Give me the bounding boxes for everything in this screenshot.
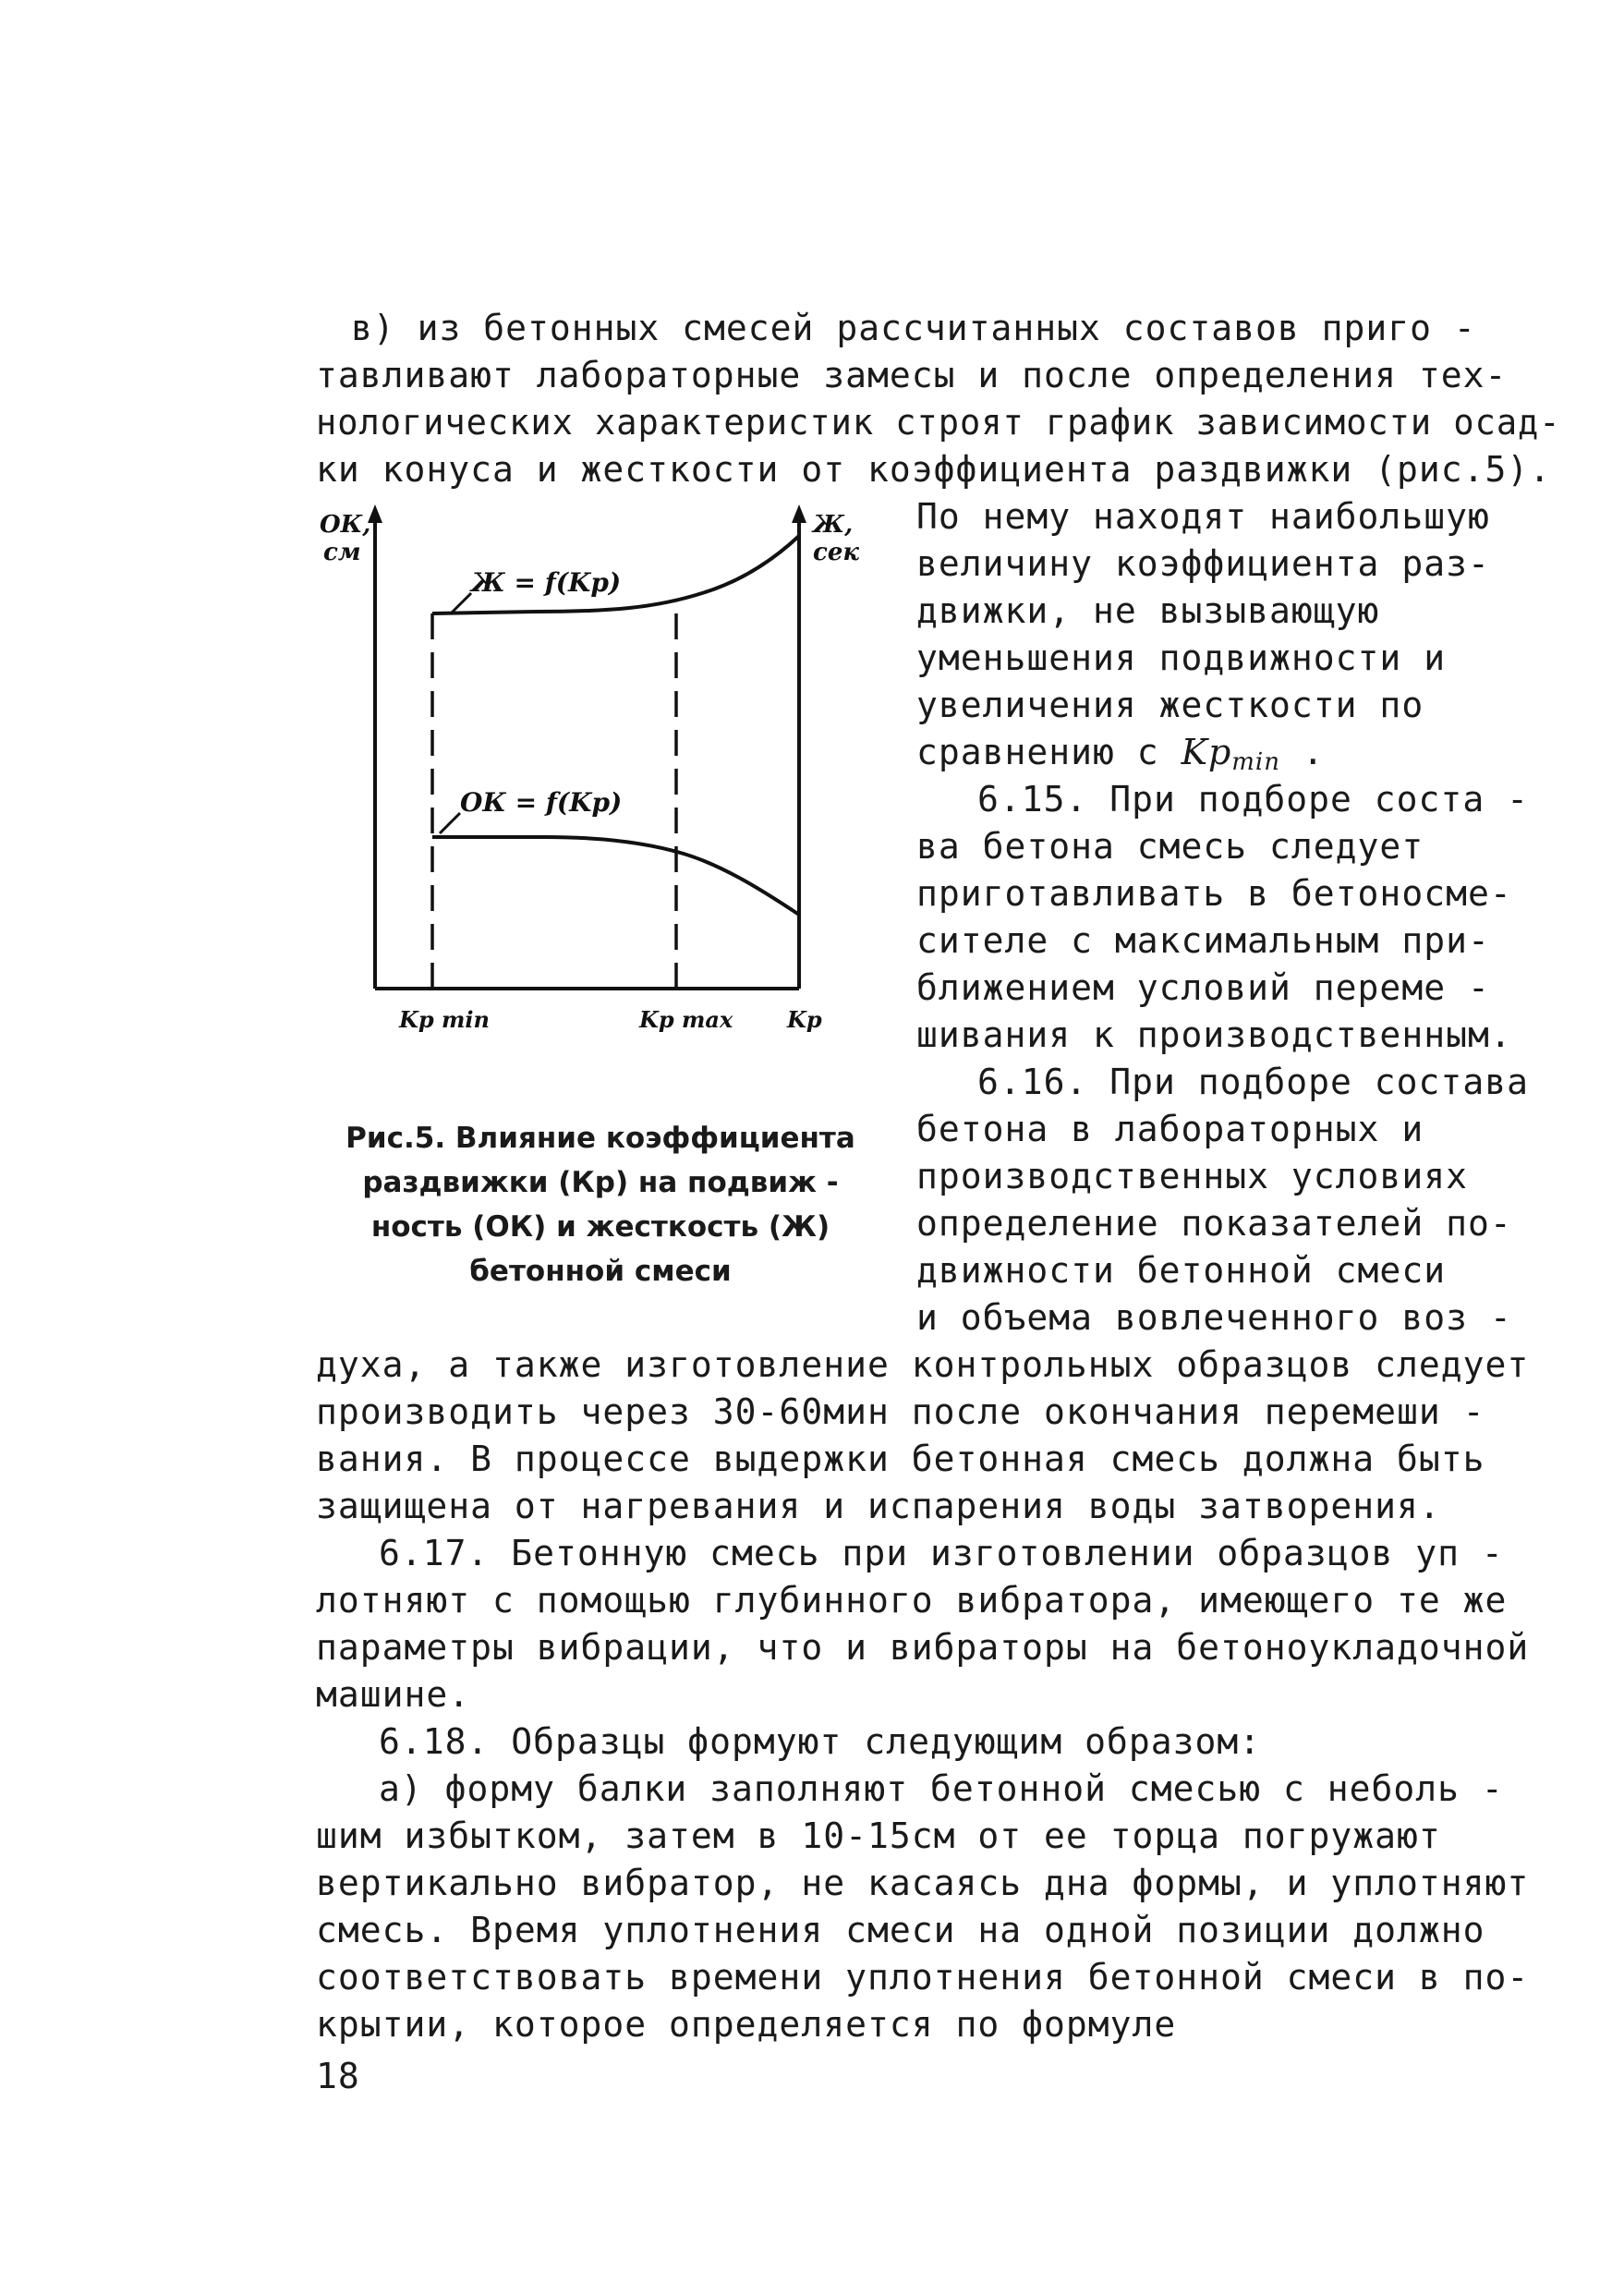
figure-caption: [314, 1116, 887, 1293]
figure-5-chart: [314, 499, 887, 1044]
page-number: 18: [316, 2056, 360, 2096]
text-line: шивания к производственным.: [916, 1014, 1512, 1055]
caption-line: Рис.5. Влияние коэффициента: [345, 1122, 855, 1155]
text-fragment: сравнению с: [916, 732, 1159, 772]
slump-curve: [432, 837, 799, 915]
text-line: ва бетона смесь следует: [916, 826, 1424, 867]
slump-curve-label: ОК = f(Kp): [460, 787, 623, 818]
text-line: движки, не вызывающую: [916, 590, 1380, 631]
text-line: производственных условиях: [916, 1156, 1468, 1196]
text-line: величину коэффициента раз-: [916, 543, 1490, 584]
text-line: вертикально вибратор, не касаясь дна формы, и уплотняют: [316, 1863, 1530, 1903]
text-line: сителе с максимальным при-: [916, 920, 1490, 961]
x-label-kpmax: Kp max: [639, 1006, 733, 1033]
text-line: нологических характеристик строят график зависимости осад-: [316, 402, 1561, 443]
right-axis-unit: сек: [813, 539, 859, 566]
caption-line: бетонной смеси: [469, 1255, 732, 1288]
stiffness-curve-label: Ж = f(Kp): [471, 567, 622, 598]
caption-line: раздвижки (Кр) на подвиж -: [362, 1166, 839, 1199]
text-line: бетона в лабораторных и: [916, 1109, 1424, 1149]
text-line: 6.17. Бетонную смесь при изготовлении образцов уп -: [379, 1533, 1504, 1573]
x-axis-label: Kp: [787, 1006, 822, 1033]
text-line: увеличения жесткости по: [916, 685, 1424, 725]
right-axis-arrow: [792, 504, 806, 523]
caption-line: ность (ОК) и жесткость (Ж): [370, 1210, 830, 1244]
text-line: шим избытком, затем в 10-15см от ее торца погружают: [316, 1815, 1441, 1856]
text-line: и объема вовлеченного воз -: [916, 1297, 1512, 1338]
text-line: смесь. Время уплотнения смеси на одной позиции должно: [316, 1910, 1485, 1950]
text-line: ки конуса и жесткости от коэффициента раздвижки (рис.5).: [316, 449, 1552, 490]
text-line: 6.18. Образцы формуют следующим образом:: [379, 1721, 1262, 1762]
text-line: 6.16. При подборе состава: [977, 1062, 1529, 1102]
text-line: определение показателей по-: [916, 1203, 1512, 1244]
slump-label-leader: [440, 813, 460, 833]
text-line: машине.: [316, 1674, 471, 1715]
text-line: движности бетонной смеси: [916, 1250, 1447, 1291]
text-line: По нему находят наибольшую: [916, 496, 1490, 537]
kpmin-symbol: $Kp_{min}$: [1181, 732, 1280, 776]
text-line: тавливают лабораторные замесы и после определения тех-: [316, 355, 1508, 395]
text-line: параметры вибрации, что и вибраторы на бетоноукладочной: [316, 1627, 1530, 1668]
text-line: лотняют с помощью глубинного вибратора, имеющего те же: [316, 1580, 1508, 1621]
x-label-kpmin: Kp min: [399, 1006, 490, 1033]
text-line: крытии, которое определяется по формуле: [316, 2004, 1177, 2045]
text-line: производить через 30-60мин после окончания перемеши -: [316, 1391, 1485, 1432]
text-line: 6.15. При подборе соста -: [977, 779, 1529, 820]
text-line: вания. В процессе выдержки бетонная смесь должна быть: [316, 1439, 1485, 1479]
text-fragment: .: [1302, 732, 1325, 772]
text-line: приготавливать в бетоносме-: [916, 873, 1512, 914]
text-line: соответствовать времени уплотнения бетонной смеси в по-: [316, 1957, 1530, 1998]
text-line: в) из бетонных смесей рассчитанных составов приго -: [351, 308, 1476, 348]
left-axis-unit: см: [323, 539, 361, 566]
text-line: защищена от нагревания и испарения воды затворения.: [316, 1486, 1441, 1526]
text-line: а) форму балки заполняют бетонной смесью с неболь -: [379, 1768, 1504, 1809]
right-axis-label: Ж,: [813, 511, 854, 539]
text-line: духа, а также изготовление контрольных образцов следует: [316, 1344, 1530, 1385]
text-line: уменьшения подвижности и: [916, 638, 1447, 678]
stiffness-label-leader: [451, 593, 471, 613]
text-line: ближением условий переме -: [916, 967, 1490, 1008]
left-axis-label: ОК,: [320, 511, 371, 539]
